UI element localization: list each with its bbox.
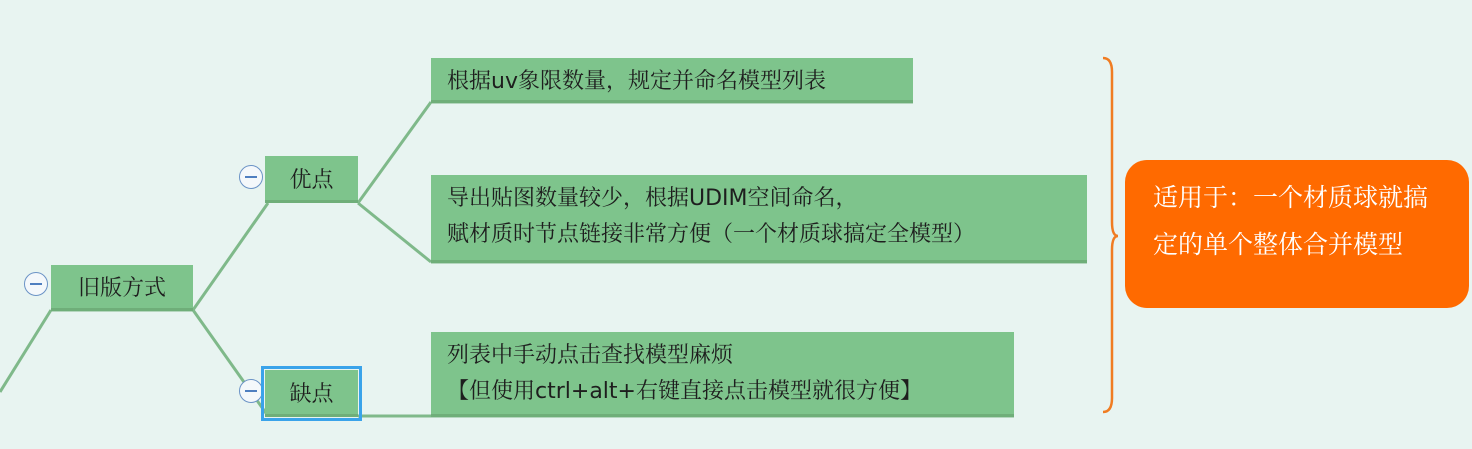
connector-pros-to-item2 [358, 203, 431, 262]
cons-item-1-line-2: 【但使用ctrl+alt+右键直接点击模型就很方便】 [447, 379, 922, 404]
pros-node-label: 优点 [289, 167, 334, 193]
pros-item-udim[interactable] [431, 175, 1087, 263]
connector-root-in [0, 310, 51, 392]
cons-item-manual-lookup[interactable] [431, 332, 1014, 417]
summary-text: 适用于：一个材质球就搞定的单个整体合并模型 [1153, 183, 1429, 259]
pros-item-1-line-1: 根据uv象限数量，规定并命名模型列表 [447, 68, 826, 94]
pros-item-2-line-2: 赋材质时节点链接非常方便（一个材质球搞定全模型） [447, 222, 976, 247]
pros-collapse-toggle[interactable] [239, 165, 263, 189]
root-node[interactable] [51, 265, 193, 311]
root-collapse-toggle[interactable] [24, 272, 48, 296]
cons-node[interactable] [265, 370, 358, 417]
connector-root-to-pros [193, 203, 268, 310]
pros-item-uv-naming[interactable] [431, 58, 913, 103]
pros-node[interactable] [265, 156, 358, 203]
cons-node-label: 缺点 [289, 381, 334, 407]
summary-bracket [1103, 58, 1118, 412]
connector-pros-to-item1 [358, 102, 431, 203]
summary-callout[interactable] [1125, 160, 1469, 308]
pros-item-2-line-1: 导出贴图数量较少，根据UDIM空间命名， [447, 186, 858, 211]
root-node-label: 旧版方式 [77, 276, 166, 301]
cons-item-1-line-1: 列表中手动点击查找模型麻烦 [447, 343, 734, 368]
cons-collapse-toggle[interactable] [239, 379, 263, 403]
